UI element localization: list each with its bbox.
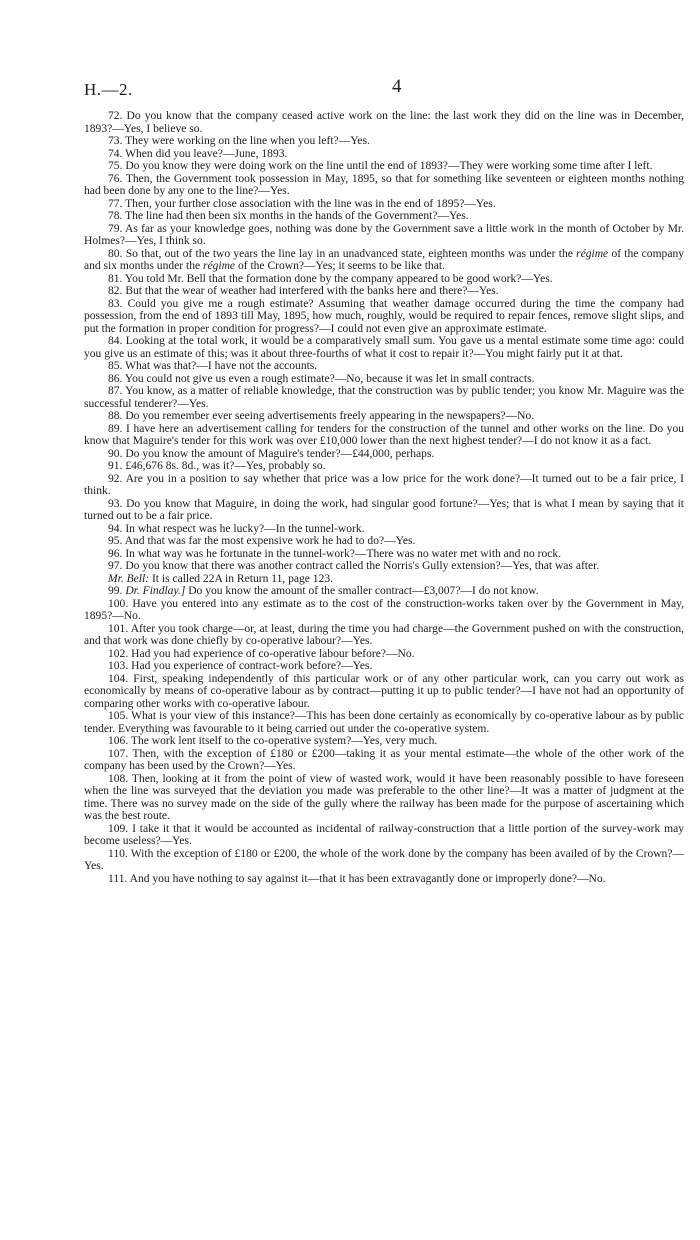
testimony-paragraph: [84, 873, 684, 886]
question-text: Do you know that Maguire, in doing the work, had singular good fortune?—Yes; that is what I mean by saying that it turned out to be a fair price.: [84, 497, 684, 522]
testimony-paragraph: [84, 335, 684, 360]
question-text: Do you know the amount of the smaller contract—£3,007?—I do not know.: [188, 585, 539, 597]
question-number: 90.: [108, 447, 123, 460]
question-text: With the exception of £180 or £200, the whole of the work done by the company has been availed of by the Crown?—Yes.: [84, 847, 685, 872]
question-text: Have you entered into any estimate as to the cost of the construction-works taken over by the Government in May, 1895?—No.: [84, 597, 684, 622]
question-number: 109.: [108, 822, 129, 835]
question-number: 85.: [108, 360, 123, 372]
question-text: What was that?—I have not the accounts.: [125, 360, 318, 372]
testimony-paragraph: [84, 660, 684, 673]
testimony-paragraph: [84, 585, 684, 598]
question-number: 92.: [108, 472, 123, 485]
question-number: 95.: [108, 535, 123, 547]
question-number: 105.: [108, 710, 129, 722]
question-text: The line had then been six months in the hands of the Government?—Yes.: [125, 210, 469, 222]
question-text: Do you know they were doing work on the line until the end of 1893?—They were working some time after I left.: [125, 160, 653, 172]
question-text: Then, the Government took possession in May, 1895, so that for something like seventeen or eighteen months nothing had been done by any one to the line?—Yes.: [84, 172, 684, 197]
testimony-paragraph: [84, 735, 684, 748]
italic-term: régime: [202, 260, 236, 272]
question-text: As far as your knowledge goes, nothing was done by the Government save a little work in the month of October by Mr. Holmes?—Yes, I think so.: [84, 222, 684, 247]
question-text: In what way was he fortunate in the tunnel-work?—There was no water met with and no rock.: [125, 547, 562, 560]
question-number: 74.: [108, 147, 123, 160]
testimony-paragraph: [84, 273, 684, 286]
testimony-paragraph: [84, 135, 684, 148]
question-number: 89.: [108, 422, 123, 435]
question-text: And you have nothing to say against it—that it has been extravagantly done or improperly done?—No.: [129, 872, 606, 885]
testimony-paragraph: [84, 623, 684, 648]
testimony-paragraph: [84, 148, 684, 161]
question-number: 78.: [108, 210, 123, 222]
question-number: 82.: [108, 285, 123, 297]
question-number: 87.: [108, 385, 123, 397]
speaker-label: Mr. Bell:: [108, 572, 150, 585]
testimony-paragraph: [84, 648, 684, 661]
testimony-paragraph: [84, 773, 684, 823]
question-number: 103.: [108, 660, 129, 672]
question-number: 75.: [108, 160, 123, 172]
question-text: I take it that it would be accounted as incidental of railway-construction that a little portion of the survey-work may become useless?—Yes.: [84, 822, 684, 847]
question-text: Do you know that the company ceased active work on the line: the last work they did on the line was in December, 1893?—Yes, I believe so.: [84, 110, 684, 135]
question-number: 86.: [108, 372, 123, 385]
question-number: 108.: [108, 772, 129, 785]
question-number: 84.: [108, 335, 123, 347]
question-text: So that, out of the two years the line lay in an unadvanced state, eighteen months was under the: [125, 247, 577, 260]
testimony-paragraph: [84, 498, 684, 523]
question-text: When did you leave?—June, 1893.: [125, 147, 288, 160]
question-number: 104.: [108, 672, 129, 685]
question-number: 110.: [108, 847, 128, 860]
question-number: 91.: [108, 460, 123, 472]
question-text: Are you in a position to say whether that price was a low price for the work done?—It turned out to be a fair price, I think.: [84, 472, 685, 497]
testimony-paragraph: [84, 823, 684, 848]
question-number: 106.: [108, 735, 129, 747]
testimony-paragraph: [84, 373, 684, 386]
testimony-paragraph: [84, 298, 684, 336]
italic-term: régime: [576, 247, 609, 260]
question-number: 96.: [108, 547, 123, 560]
question-number: 79.: [108, 222, 123, 235]
question-text: But that the wear of weather had interfered with the banks here and there?—Yes.: [125, 285, 499, 297]
question-text: The work lent itself to the co-operative system?—Yes, very much.: [130, 735, 438, 747]
question-text: Do you know that there was another contract called the Norris's Gully extension?—Yes, that was after.: [125, 560, 600, 572]
question-text: Had you had experience of co-operative labour before?—No.: [131, 647, 415, 660]
question-number: 101.: [108, 622, 129, 635]
testimony-paragraph: [84, 748, 684, 773]
testimony-paragraph: [84, 248, 684, 273]
question-text: of the company and six months under the: [84, 247, 684, 272]
page-number: 4: [392, 76, 402, 97]
question-text: After you took charge—or, at least, during the time you had charge—the Government pushed on with the construction, and that work was done chiefly by co-operative labour?—Yes.: [84, 622, 685, 647]
document-code: H.—2.: [84, 80, 133, 99]
testimony-paragraph: [84, 110, 684, 135]
question-text: Do you know the amount of Maguire's tender?—£44,000, perhaps.: [125, 447, 435, 460]
question-answer-list: [84, 110, 684, 885]
testimony-paragraph: [84, 848, 684, 873]
question-number: 76.: [108, 172, 123, 185]
testimony-paragraph: [84, 223, 684, 248]
question-text: First, speaking independently of this particular work or of any other particular work, can you carry out work as economically by means of co-operative labour as by contract—putting it up to public tender?—I have not had an opportunity of comparing other works with co-operative labour.: [84, 672, 685, 710]
question-text: Looking at the total work, it would be a comparatively small sum. You gave us a mental estimate some time ago: could you give us an estimate of this; was it about three-fourths of what it cost to repair it?—You might fairly put it at that.: [84, 335, 684, 360]
question-number: 77.: [108, 197, 123, 210]
question-text: Do you remember ever seeing advertisements freely appearing in the newspapers?—No.: [125, 410, 535, 422]
question-number: 99.: [108, 585, 123, 597]
question-text: They were working on the line when you left?—Yes.: [125, 135, 370, 147]
testimony-paragraph: [84, 360, 684, 373]
question-text: What is your view of this instance?—This has been done certainly as economically by co-operative labour as by public tender. Everything was favourable to it being carried out under the co-operative system.: [84, 710, 685, 735]
testimony-paragraph: [84, 160, 684, 173]
question-text: Had you experience of contract-work before?—Yes.: [131, 660, 373, 672]
question-text: of the Crown?—Yes; it seems to be like that.: [235, 260, 445, 272]
question-number: 97.: [108, 560, 123, 572]
question-number: 81.: [108, 272, 123, 285]
testimony-paragraph: [84, 710, 684, 735]
question-number: 100.: [108, 597, 129, 610]
question-number: 83.: [108, 297, 123, 310]
testimony-paragraph: [84, 385, 684, 410]
testimony-paragraph: [84, 535, 684, 548]
question-text: Could you give me a rough estimate? Assuming that weather damage occurred during the time the company had possession, from the end of 1893 till May, 1895, how much, roughly, would be required to repair fences, remove slight slips, and put the formation in proper condition for progress?—I could not even give an approximate estimate.: [84, 297, 685, 335]
speaker-label: Dr. Findlay.]: [125, 585, 186, 597]
testimony-paragraph: [84, 210, 684, 223]
question-text: It is called 22A in Return 11, page 123.: [151, 572, 334, 585]
question-number: 107.: [108, 747, 129, 760]
page-header: [84, 50, 684, 99]
question-text: You could not give us even a rough estimate?—No, because it was let in small contracts.: [124, 372, 535, 385]
question-number: 72.: [108, 110, 123, 122]
question-number: 73.: [108, 135, 123, 147]
question-text: Then, looking at it from the point of view of wasted work, would it have been reasonably possible to have foreseen when the line was surveyed that the deviation you made was preferable to the other line?—It was a matter of judgment at the time. There was no survey made on the side of the gully where the railway has been made for the purpose of ascertaining which was the best route.: [84, 772, 684, 822]
question-number: 102.: [108, 647, 129, 660]
question-number: 94.: [108, 522, 123, 535]
testimony-paragraph: [84, 548, 684, 561]
question-text: You told Mr. Bell that the formation done by the company appeared to be good work?—Yes.: [124, 272, 553, 285]
testimony-paragraph: [84, 410, 684, 423]
testimony-paragraph: [84, 173, 684, 198]
testimony-paragraph: [84, 448, 684, 461]
question-text: You know, as a matter of reliable knowledge, that the construction was by public tender; you know Mr. Maguire was the successful tenderer?—Yes.: [84, 385, 684, 410]
question-number: 93.: [108, 497, 123, 510]
question-text: £46,676 8s. 8d., was it?—Yes, probably so.: [125, 460, 326, 472]
question-number: 80.: [108, 247, 123, 260]
testimony-paragraph: [84, 560, 684, 573]
testimony-paragraph: [84, 673, 684, 711]
question-number: 88.: [108, 410, 123, 422]
question-number: 111.: [108, 872, 128, 885]
testimony-paragraph: [84, 198, 684, 211]
testimony-paragraph: [84, 285, 684, 298]
question-text: In what respect was he lucky?—In the tunnel-work.: [125, 522, 365, 535]
testimony-paragraph: [84, 460, 684, 473]
question-text: Then, your further close association with the line was in the end of 1895?—Yes.: [125, 197, 496, 210]
question-text: Then, with the exception of £180 or £200—taking it as your mental estimate—the whole of the other work of the company has been used by the Crown?—Yes.: [84, 747, 684, 772]
question-text: I have here an advertisement calling for tenders for the construction of the tunnel and other works on the line. Do you know that Maguire's tender for this work was over £10,000 lower than the next highest tender?—I do not know it as a fact.: [84, 422, 684, 447]
testimony-paragraph: [84, 423, 684, 448]
testimony-paragraph: [84, 598, 684, 623]
question-text: And that was far the most expensive work he had to do?—Yes.: [124, 535, 416, 547]
testimony-paragraph: [84, 573, 684, 586]
testimony-paragraph: [84, 473, 684, 498]
testimony-paragraph: [84, 523, 684, 536]
